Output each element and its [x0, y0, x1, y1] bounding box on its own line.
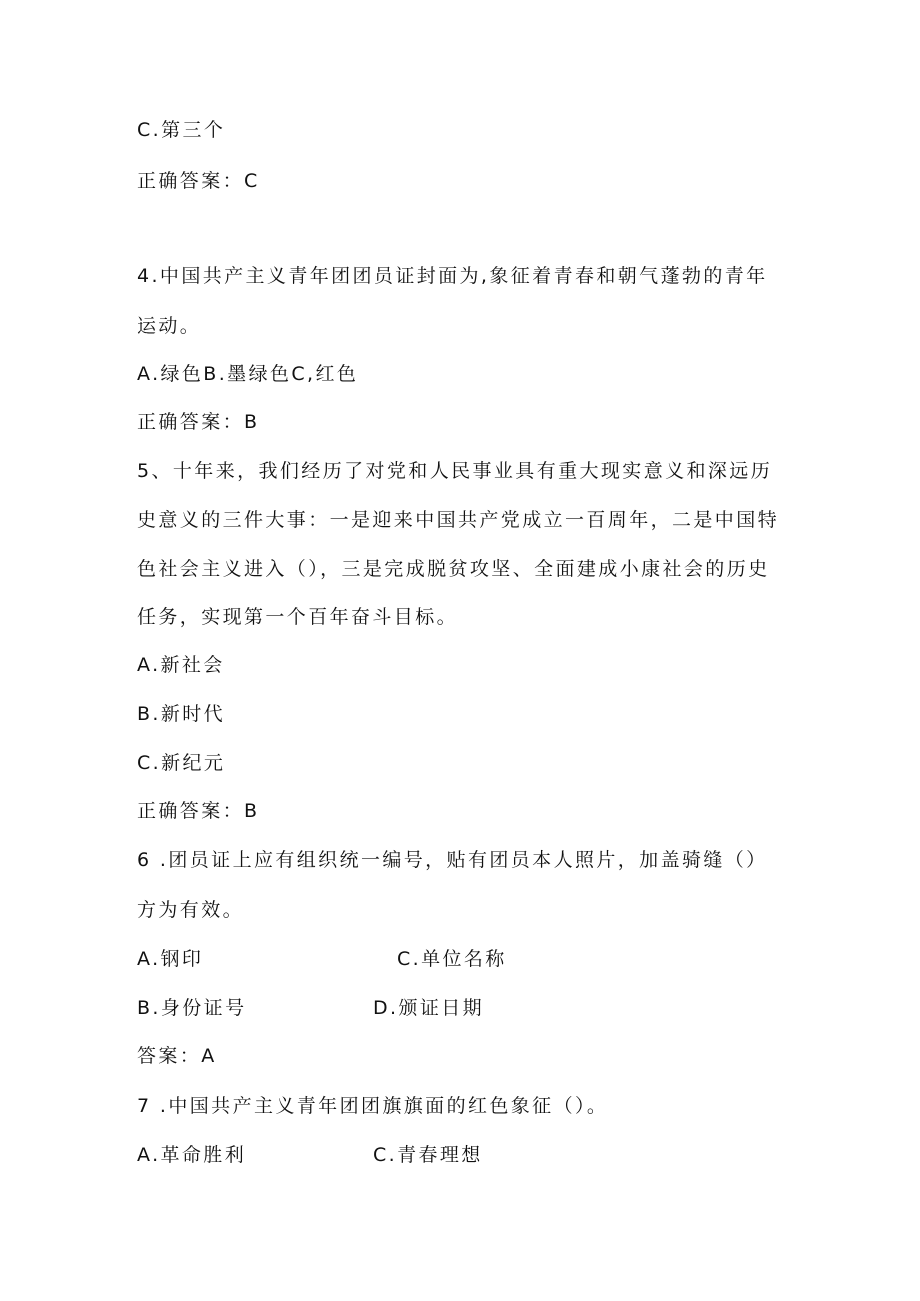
- q6-answer: 答案：A: [137, 1045, 217, 1067]
- q6-question-line1: 6 .团员证上应有组织统一编号，贴有团员本人照片，加盖骑缝（）: [137, 849, 768, 871]
- q7-question-line1: 7 .中国共产主义青年团团旗旗面的红色象征（）。: [137, 1095, 609, 1117]
- q5-question-line3: 色社会主义进入（），三是完成脱贫攻坚、全面建成小康社会的历史: [137, 558, 770, 580]
- q6-option-d: D.颁证日期: [373, 997, 485, 1019]
- q3-answer: 正确答案：C: [137, 170, 260, 192]
- q7-option-a: A.革命胜利: [137, 1144, 247, 1166]
- q4-answer: 正确答案：B: [137, 411, 260, 433]
- q5-option-c: C.新纪元: [137, 752, 226, 774]
- q6-option-c: C.单位名称: [397, 948, 507, 970]
- q6-option-b: B.身份证号: [137, 997, 247, 1019]
- q6-question-line2: 方为有效。: [137, 899, 245, 921]
- q5-question-line2: 史意义的三件大事：一是迎来中国共产党成立一百周年，二是中国特: [137, 509, 780, 531]
- q4-question-line2: 运动。: [137, 315, 202, 337]
- q4-options: A.绿色B.墨绿色C,红色: [137, 363, 359, 385]
- q6-option-a: A.钢印: [137, 948, 204, 970]
- q5-question-line1: 5、十年来，我们经历了对党和人民事业具有重大现实意义和深远历: [137, 460, 773, 482]
- q7-option-c: C.青春理想: [373, 1144, 483, 1166]
- q4-question-line1: 4.中国共产主义青年团团员证封面为,象征着青春和朝气蓬勃的青年: [137, 265, 768, 287]
- q5-answer: 正确答案：B: [137, 800, 260, 822]
- q3-option-c: C.第三个: [137, 119, 226, 141]
- q5-option-a: A.新社会: [137, 654, 225, 676]
- q5-option-b: B.新时代: [137, 703, 226, 725]
- q5-question-line4: 任务，实现第一个百年奋斗目标。: [137, 606, 459, 628]
